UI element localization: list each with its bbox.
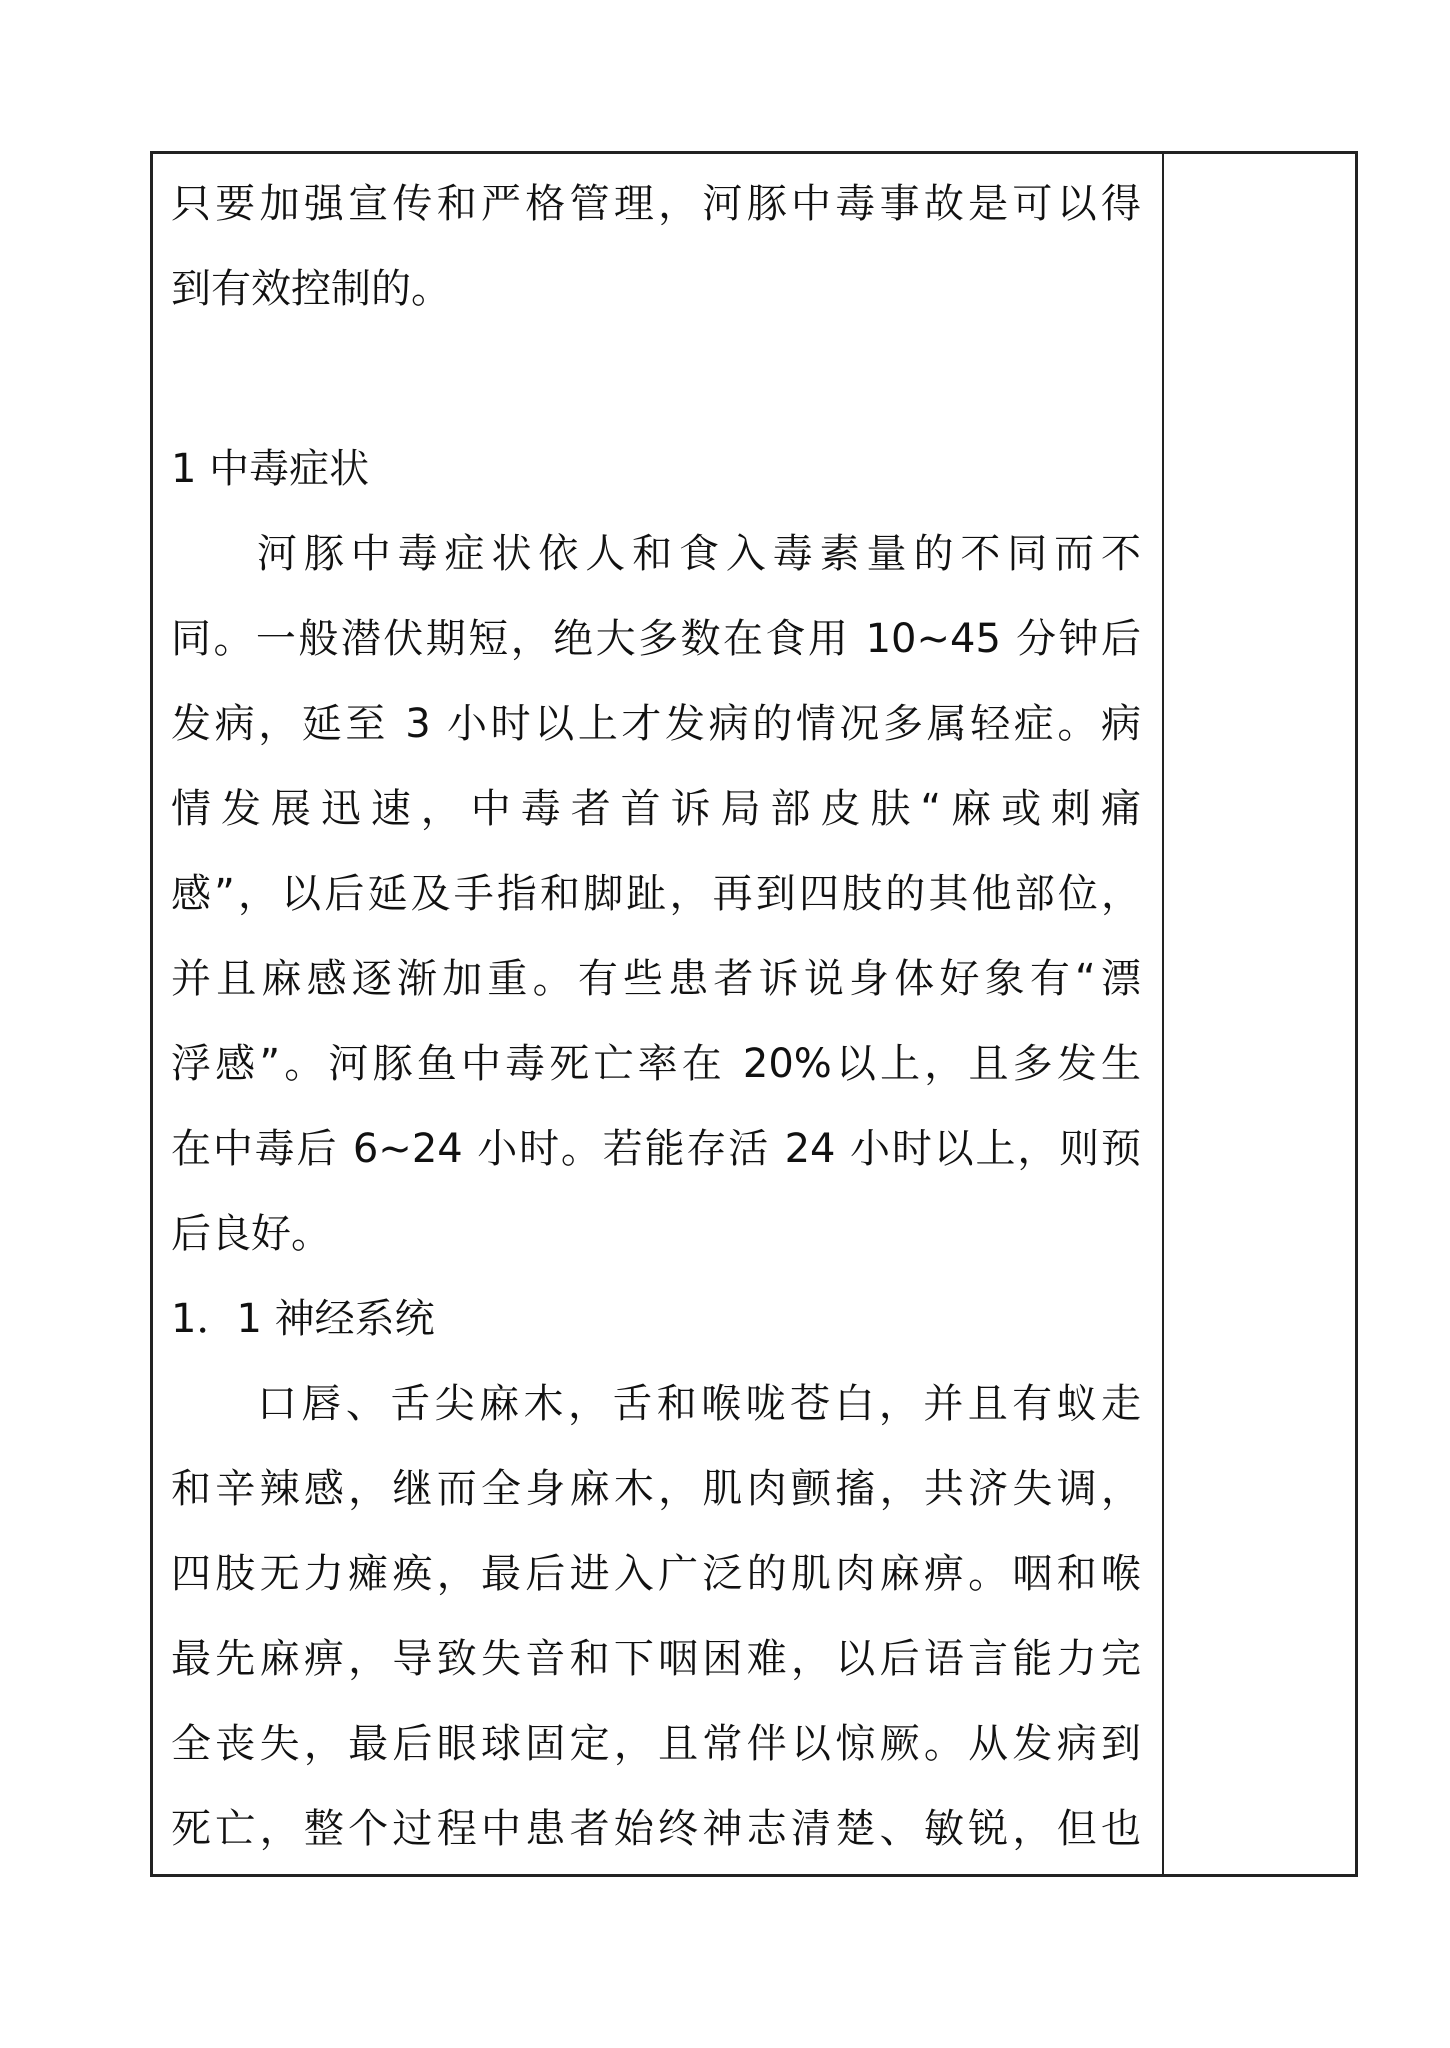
text-line: 最先麻痹，导致失音和下咽困难，以后语言能力完 — [171, 1636, 1141, 1682]
main-text-cell — [171, 154, 1141, 1874]
text-line: 发病，延至 3 小时以上才发病的情况多属轻症。病 — [171, 701, 1141, 747]
text-line: 全丧失，最后眼球固定，且常伴以惊厥。从发病到 — [171, 1721, 1141, 1767]
subsection-heading: 1．1 神经系统 — [171, 1296, 435, 1342]
text-line: 到有效控制的。 — [171, 266, 451, 312]
text-line: 并且麻感逐渐加重。有些患者诉说身体好象有“漂 — [171, 956, 1141, 1002]
text-line: 口唇、舌尖麻木，舌和喉咙苍白，并且有蚁走 — [257, 1381, 1141, 1427]
side-empty-cell — [1164, 154, 1355, 1874]
section-heading: 1 中毒症状 — [171, 446, 370, 492]
text-line: 后良好。 — [171, 1211, 331, 1257]
text-line: 河豚中毒症状依人和食入毒素量的不同而不 — [257, 531, 1141, 577]
document-table — [150, 151, 1358, 1877]
text-line: 在中毒后 6~24 小时。若能存活 24 小时以上，则预 — [171, 1126, 1141, 1172]
text-line: 四肢无力瘫痪，最后进入广泛的肌肉麻痹。咽和喉 — [171, 1551, 1141, 1597]
text-line: 感”，以后延及手指和脚趾，再到四肢的其他部位， — [171, 871, 1141, 917]
text-line: 和辛辣感，继而全身麻木，肌肉颤搐，共济失调， — [171, 1466, 1141, 1512]
text-line: 浮感”。河豚鱼中毒死亡率在 20%以上，且多发生 — [171, 1041, 1141, 1087]
text-line: 死亡，整个过程中患者始终神志清楚、敏锐，但也 — [171, 1806, 1141, 1852]
text-line: 只要加强宣传和严格管理，河豚中毒事故是可以得 — [171, 181, 1141, 227]
text-line: 情发展迅速，中毒者首诉局部皮肤“麻或刺痛 — [171, 786, 1141, 832]
text-line: 同。一般潜伏期短，绝大多数在食用 10~45 分钟后 — [171, 616, 1141, 662]
